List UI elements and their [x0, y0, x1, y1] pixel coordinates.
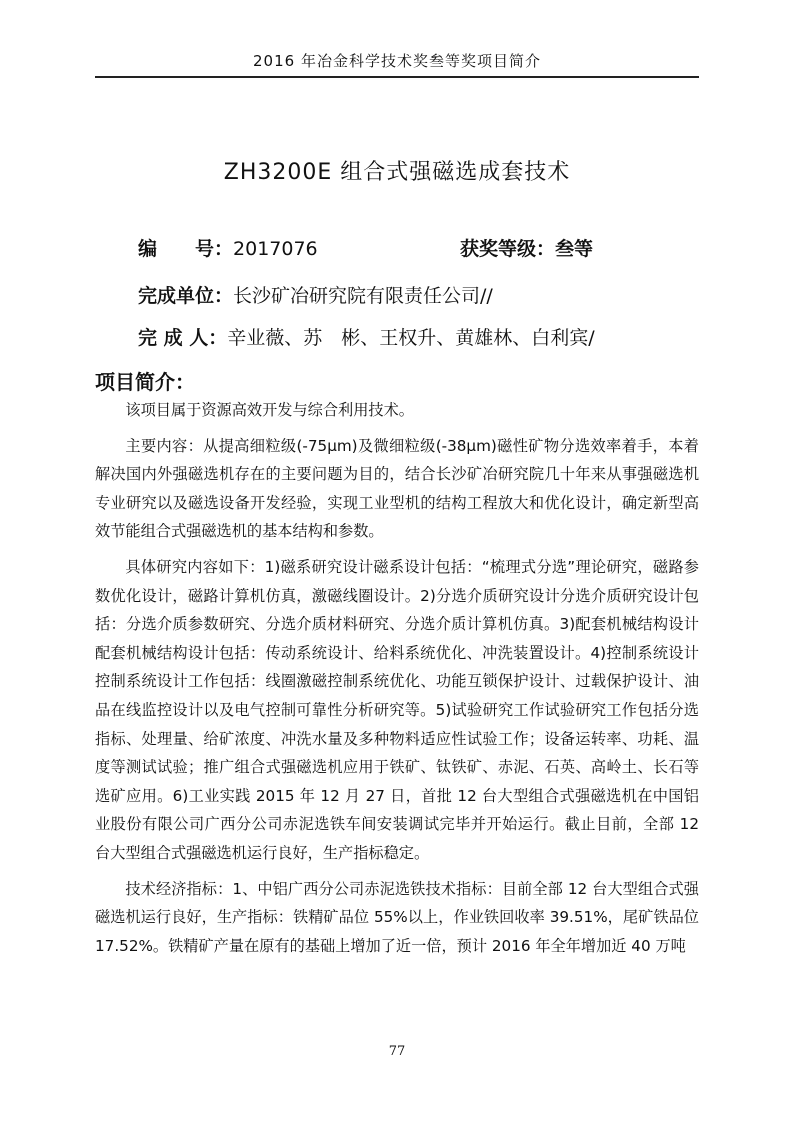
- project-number-label: 编 号：: [138, 238, 234, 260]
- completing-unit-label: 完成单位：: [138, 285, 234, 307]
- summary-paragraph: 主要内容：从提高细粒级(-75μm)及微细粒级(-38μm)磁性矿物分选效率着手，本着解决国内外强磁选机存在的主要问题为目的，结合长沙矿冶研究院几十年来从事强磁选机专业研究以及磁选设备开发经验，实现工业型机的结构工程放大和优化设计，确定新型高效节能组合式强磁选机的基本结构和参数。: [95, 436, 699, 541]
- summary-paragraph: 具体研究内容如下：1)磁系研究设计磁系设计包括：“梳理式分选”理论研究，磁路参数优化设计，磁路计算机仿真，激磁线圈设计。2)分选介质研究设计分选介质研究设计包括：分选介质参数研究、分选介质材料研究、分选介质计算机仿真。3)配套机械结构设计配套机械结构设计包括：传动系统设计、给料系统优化、冲洗装置设计。4)控制系统设计控制系统设计工作包括：线圈激磁控制系统优化、功能互锁保护设计、过载保护设计、油品在线监控设计以及电气控制可靠性分析研究等。5)试验研究工作试验研究工作包括分选指标、处理量、给矿浓度、冲洗水量及多种物料适应性试验工作；设备运转率、功耗、温度等测试试验；推广组合式强磁选机应用于铁矿、钛铁矿、赤泥、石英、高岭土、长石等选矿应用。6)工业实践 2015 年 12 月 27 日，首批 12 台大型组合式强磁选机在中国铝业股份有限公司广西分公司赤泥选铁车间安装调试完毕并开始运行。截止目前，全部 12 台大型组合式强磁选机运行良好，生产指标稳定。: [95, 557, 699, 862]
- summary-paragraph: 该项目属于资源高效开发与综合利用技术。: [125, 401, 414, 419]
- completers-value: 辛业薇、苏 彬、王权升、黄雄林、白利宾/: [227, 327, 595, 349]
- running-header: 2016 年冶金科学技术奖叁等奖项目简介: [253, 52, 541, 70]
- completing-unit-value: 长沙矿冶研究院有限责任公司//: [233, 285, 493, 307]
- award-level-row: [460, 234, 593, 261]
- project-number-value: 2017076: [233, 238, 318, 260]
- document-title: ZH3200E 组合式强磁选成套技术: [223, 160, 571, 185]
- header-rule: [95, 76, 699, 78]
- project-number-row: [138, 234, 318, 261]
- award-level-label: 获奖等级：: [460, 238, 556, 260]
- page-number: 77: [388, 1044, 406, 1059]
- completers-label: 完 成 人：: [138, 327, 228, 349]
- completers-row: [138, 323, 595, 350]
- project-summary-heading: 项目简介：: [95, 370, 195, 394]
- project-summary-body: [95, 396, 699, 967]
- completing-unit-row: [138, 281, 493, 308]
- summary-paragraph: 技术经济指标：1、中铝广西分公司赤泥选铁技术指标：目前全部 12 台大型组合式强磁选机运行良好，生产指标：铁精矿品位 55%以上，作业铁回收率 39.51%，尾矿铁品位 17.52%。铁精矿产量在原有的基础上增加了近一倍，预计 2016 年全年增加近 40 万吨: [95, 879, 699, 955]
- award-level-value: 叁等: [555, 238, 594, 260]
